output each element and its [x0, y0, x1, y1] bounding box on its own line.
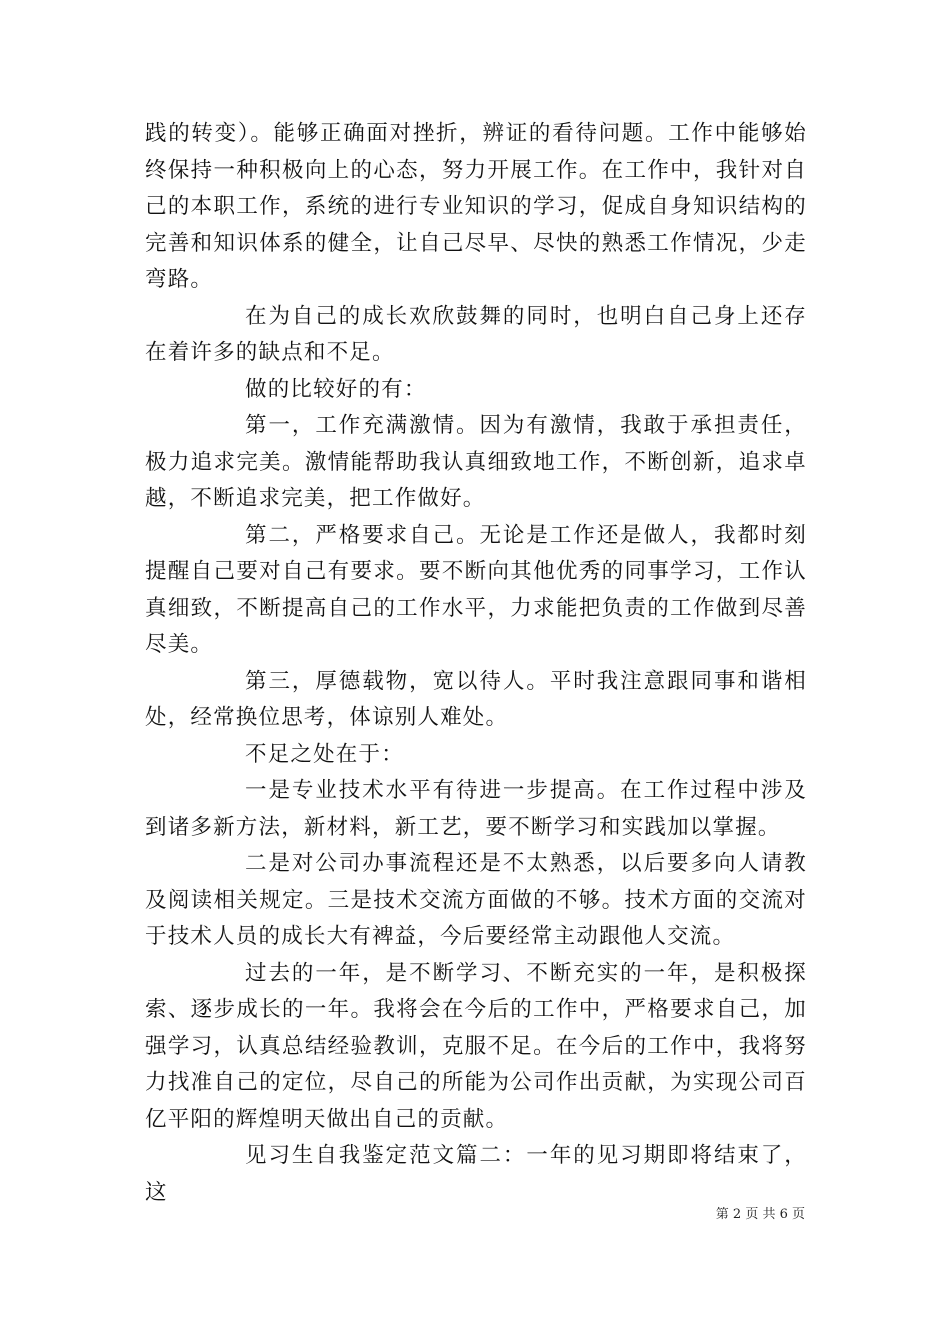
paragraph-7: 不足之处在于： — [245, 741, 404, 767]
paragraph-9: 二是对公司办事流程还是不太熟悉，以后要多向人请教及阅读相关规定。三是技术交流方面做的不够。技术方面的交流对于技术人员的成长大有裨益，今后要经常主动跟他人交流。 — [145, 851, 807, 949]
document-body — [145, 116, 807, 1211]
paragraph-5: 第二，严格要求自己。无论是工作还是做人，我都时刻提醒自己要对自己有要求。要不断向其他优秀的同事学习，工作认真细致，不断提高自己的工作水平，力求能把负责的工作做到尽善尽美。 — [145, 522, 807, 657]
paragraph-6: 第三，厚德载物，宽以待人。平时我注意跟同事和谐相处，经常换位思考，体谅别人难处。 — [145, 668, 807, 730]
paragraph-1: 践的转变）。能够正确面对挫折，辨证的看待问题。工作中能够始终保持一种积极向上的心态，努力开展工作。在工作中，我针对自己的本职工作，系统的进行专业知识的学习，促成自身知识结构的完善和知识体系的健全，让自己尽早、尽快的熟悉工作情况，少走弯路。 — [145, 121, 807, 292]
paragraph-4: 第一，工作充满激情。因为有激情，我敢于承担责任，极力追求完美。激情能帮助我认真细致地工作，不断创新，追求卓越，不断追求完美，把工作做好。 — [145, 413, 807, 511]
page-number-footer: 第 2 页 共 6 页 — [715, 1207, 805, 1222]
paragraph-8: 一是专业技术水平有待进一步提高。在工作过程中涉及到诸多新方法，新材料，新工艺，要不断学习和实践加以掌握。 — [145, 778, 807, 840]
paragraph-3: 做的比较好的有： — [245, 376, 427, 402]
paragraph-2: 在为自己的成长欢欣鼓舞的同时，也明白自己身上还存在着许多的缺点和不足。 — [145, 303, 807, 365]
paragraph-10: 过去的一年，是不断学习、不断充实的一年，是积极探索、逐步成长的一年。我将会在今后的工作中，严格要求自己，加强学习，认真总结经验教训，克服不足。在今后的工作中，我将努力找准自己的定位，尽自己的所能为公司作出贡献，为实现公司百亿平阳的辉煌明天做出自己的贡献。 — [145, 960, 807, 1132]
paragraph-11: 见习生自我鉴定范文篇二：一年的见习期即将结束了，这 — [145, 1143, 807, 1205]
